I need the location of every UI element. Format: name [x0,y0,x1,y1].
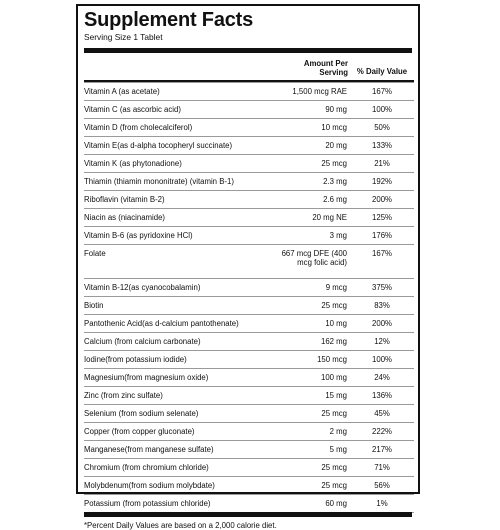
nutrient-row [84,495,414,513]
nutrient-daily-value-cell [350,477,414,495]
nutrient-daily-value: 100% [372,105,392,114]
nutrient-amount-cell [276,173,350,191]
nutrient-amount-cell [276,333,350,351]
nutrient-column-header [84,53,276,81]
nutrient-row [84,351,414,369]
footnote: *Percent Daily Values are based on a 2,000 calorie diet. [84,521,277,530]
nutrient-amount: 10 mg [325,319,347,328]
nutrient-row [84,297,414,315]
nutrient-row [84,101,414,119]
nutrient-amount: 25 mcg [321,481,347,490]
nutrient-name-cell [84,137,276,155]
nutrient-name-cell [84,83,276,101]
nutrient-amount: 3 mg [329,231,347,240]
nutrient-amount-cell [276,315,350,333]
nutrient-name: Vitamin B-6 (as pyridoxine HCl) [84,231,193,240]
nutrient-row [84,477,414,495]
nutrient-name: Zinc (from zinc sulfate) [84,391,163,400]
nutrient-daily-value: 136% [372,391,392,400]
nutrient-name-cell [84,101,276,119]
nutrient-row [84,459,414,477]
nutrient-daily-value: 83% [374,301,390,310]
nutrient-name-cell [84,155,276,173]
nutrient-name-cell [84,279,276,297]
nutrient-name: Folate [84,249,106,258]
nutrient-daily-value: 375% [372,283,392,292]
nutrient-name: Biotin [84,301,104,310]
nutrient-daily-value: 217% [372,445,392,454]
nutrient-name-cell [84,369,276,387]
nutrient-name: Vitamin C (as ascorbic acid) [84,105,181,114]
nutrient-amount: 20 mg [325,141,347,150]
nutrient-daily-value: 50% [374,123,390,132]
nutrient-amount-cell [276,209,350,227]
nutrient-daily-value-cell [350,369,414,387]
table-header-row [84,53,414,81]
nutrient-amount: 162 mg [320,337,347,346]
nutrient-amount-cell [276,387,350,405]
nutrient-row [84,315,414,333]
nutrient-name-cell [84,227,276,245]
nutrient-amount-cell [276,297,350,315]
nutrient-daily-value: 167% [372,87,392,96]
nutrient-amount: 9 mcg [325,283,347,292]
nutrient-name-cell [84,405,276,423]
nutrient-daily-value-cell [350,83,414,101]
nutrient-name: Magnesium(from magnesium oxide) [84,373,209,382]
nutrient-amount: 15 mg [325,391,347,400]
nutrient-daily-value: 200% [372,319,392,328]
bottom-thick-rule [84,512,412,517]
nutrient-rows [84,81,414,513]
nutrient-daily-value: 133% [372,141,392,150]
nutrient-amount: 90 mg [325,105,347,114]
nutrient-amount: 20 mg NE [312,213,347,222]
nutrient-row [84,405,414,423]
nutrient-amount-cell [276,441,350,459]
nutrient-amount-cell [276,495,350,513]
nutrient-row [84,119,414,137]
nutrient-daily-value: 12% [374,337,390,346]
nutrient-row [84,173,414,191]
nutrient-name-cell [84,119,276,137]
nutrient-daily-value: 56% [374,481,390,490]
amount-column-header: Amount Per Serving [303,59,348,77]
nutrient-row [84,191,414,209]
nutrient-daily-value-cell [350,101,414,119]
nutrient-row [84,333,414,351]
nutrient-row [84,423,414,441]
nutrient-amount: 1,500 mcg RAE [292,87,347,96]
nutrient-daily-value-cell [350,351,414,369]
nutrient-daily-value-cell [350,245,414,279]
nutrient-daily-value: 125% [372,213,392,222]
nutrient-daily-value-cell [350,191,414,209]
nutrient-daily-value: 176% [372,231,392,240]
nutrient-daily-value: 24% [374,373,390,382]
nutrient-daily-value-cell [350,441,414,459]
nutrient-daily-value-cell [350,459,414,477]
nutrient-name: Molybdenum(from sodium molybdate) [84,481,215,490]
nutrient-daily-value-cell [350,405,414,423]
nutrient-row [84,227,414,245]
nutrient-daily-value-cell [350,333,414,351]
nutrient-daily-value-cell [350,227,414,245]
nutrient-daily-value-cell [350,423,414,441]
nutrient-amount: 25 mcg [321,409,347,418]
nutrient-amount-cell [276,423,350,441]
nutrient-amount-cell [276,405,350,423]
nutrient-name: Vitamin K (as phytonadione) [84,159,182,168]
nutrient-name-cell [84,495,276,513]
nutrient-daily-value: 71% [374,463,390,472]
nutrient-amount-cell [276,101,350,119]
nutrient-row [84,369,414,387]
nutrient-daily-value: 21% [374,159,390,168]
nutrient-row [84,209,414,227]
nutrient-amount: 25 mcg [321,301,347,310]
nutrient-row [84,387,414,405]
nutrient-amount-cell [276,137,350,155]
nutrient-name-cell [84,333,276,351]
supplement-facts-panel [76,4,420,530]
nutrient-amount-cell [276,477,350,495]
nutrient-amount: 2 mg [329,427,347,436]
nutrient-amount-cell [276,227,350,245]
nutrient-daily-value-cell [350,137,414,155]
nutrient-name: Vitamin A (as acetate) [84,87,160,96]
nutrient-daily-value: 167% [372,249,392,258]
nutrient-daily-value-cell [350,173,414,191]
nutrient-daily-value: 1% [376,499,388,508]
nutrient-name: Selenium (from sodium selenate) [84,409,199,418]
nutrient-name: Pantothenic Acid(as d-calcium pantothenate) [84,319,239,328]
nutrient-amount: 2.3 mg [323,177,347,186]
nutrient-name: Riboflavin (vitamin B-2) [84,195,165,204]
nutrient-amount-cell [276,83,350,101]
nutrient-name: Calcium (from calcium carbonate) [84,337,201,346]
nutrient-daily-value: 222% [372,427,392,436]
nutrient-name: Potassium (from potassium chloride) [84,499,211,508]
nutrient-name: Iodine(from potassium iodide) [84,355,187,364]
nutrient-amount-cell [276,369,350,387]
nutrient-name-cell [84,477,276,495]
nutrient-name-cell [84,351,276,369]
nutrient-daily-value-cell [350,155,414,173]
nutrient-row [84,441,414,459]
nutrient-daily-value: 100% [372,355,392,364]
nutrient-name-cell [84,173,276,191]
serving-size: Serving Size 1 Tablet [84,32,163,42]
nutrient-daily-value-cell [350,209,414,227]
nutrient-amount: 10 mcg [321,123,347,132]
nutrient-name-cell [84,191,276,209]
nutrient-daily-value: 45% [374,409,390,418]
nutrient-name: Vitamin E(as d-alpha tocopheryl succinate) [84,141,233,150]
nutrient-amount-cell [276,155,350,173]
nutrient-name-cell [84,387,276,405]
nutrient-name-cell [84,423,276,441]
nutrient-amount-cell [276,351,350,369]
nutrient-daily-value-cell [350,297,414,315]
panel-title: Supplement Facts [84,9,254,31]
nutrient-name: Thiamin (thiamin mononitrate) (vitamin B-1) [84,177,234,186]
nutrient-amount: 100 mg [320,373,347,382]
nutrient-name-cell [84,441,276,459]
nutrient-daily-value-cell [350,315,414,333]
nutrient-name: Manganese(from manganese sulfate) [84,445,214,454]
nutrient-amount-cell [276,191,350,209]
nutrient-amount-cell [276,119,350,137]
nutrient-amount: 25 mcg [321,159,347,168]
nutrient-name: Copper (from copper gluconate) [84,427,195,436]
nutrient-table [84,53,414,513]
nutrient-row [84,279,414,297]
nutrient-daily-value: 200% [372,195,392,204]
nutrient-amount: 2.6 mg [323,195,347,204]
nutrient-name: Niacin as (niacinamide) [84,213,166,222]
nutrient-daily-value-cell [350,119,414,137]
nutrient-name-cell [84,315,276,333]
nutrient-name-cell [84,459,276,477]
nutrient-daily-value: 192% [372,177,392,186]
nutrient-name-cell [84,245,276,279]
nutrient-daily-value-cell [350,495,414,513]
nutrient-row [84,83,414,101]
nutrient-amount: 667 mcg DFE (400 mcg folic acid) [281,249,347,267]
nutrient-amount: 5 mg [329,445,347,454]
nutrient-row [84,137,414,155]
nutrient-amount-cell [276,245,350,279]
nutrient-amount: 150 mcg [317,355,347,364]
nutrient-daily-value-cell [350,279,414,297]
nutrient-name-cell [84,297,276,315]
nutrient-amount-cell [276,459,350,477]
nutrient-name: Chromium (from chromium chloride) [84,463,209,472]
nutrient-row [84,245,414,279]
nutrient-row [84,155,414,173]
nutrient-amount: 25 mcg [321,463,347,472]
daily-value-column-header: % Daily Value [356,67,408,76]
nutrient-amount: 60 mg [325,499,347,508]
nutrient-name-cell [84,209,276,227]
nutrient-amount-cell [276,279,350,297]
nutrient-daily-value-cell [350,387,414,405]
nutrient-name: Vitamin B-12(as cyanocobalamin) [84,283,201,292]
nutrient-name: Vitamin D (from cholecalciferol) [84,123,193,132]
